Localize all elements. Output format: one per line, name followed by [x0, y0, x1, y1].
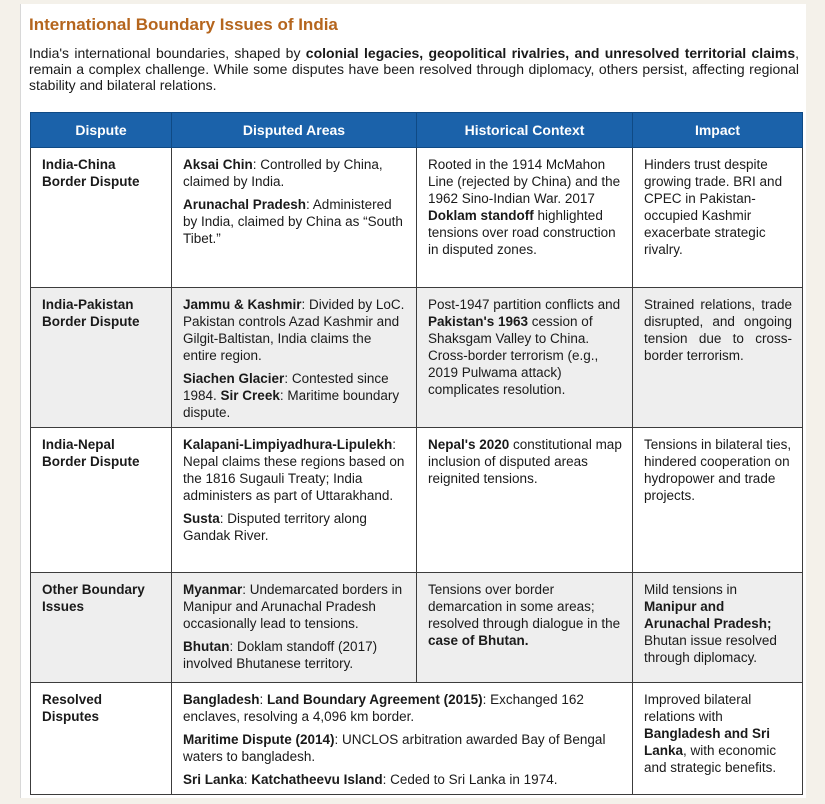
impact-text: Improved bilateral relations with — [644, 692, 752, 724]
context-text: highlighted tensions over road construction in disputed zones. — [428, 208, 616, 257]
intro-text: , remain a complex challenge. While some disputes have been resolved through diplomacy, others persist, affecting regional stability and bilateral relations. — [29, 45, 799, 93]
areas-cell — [172, 428, 417, 573]
impact-cell — [633, 683, 803, 795]
area-name: Arunachal Pradesh — [183, 197, 307, 212]
resolved-details-cell — [172, 683, 633, 795]
area-text: : Undemarcated borders in Manipur and Arunachal Pradesh occasionally lead to tensions. — [183, 582, 403, 631]
context-text: Tensions over border demarcation in some areas; resolved through dialogue in the — [428, 582, 621, 631]
area-name: Bhutan — [183, 639, 230, 654]
area-item — [183, 436, 406, 504]
area-name: Sir Creek — [220, 388, 280, 403]
context-emphasis: Nepal's 2020 — [428, 437, 510, 452]
context-cell — [417, 288, 633, 428]
resolved-name: Katchatheevu Island — [251, 772, 383, 787]
dispute-cell — [31, 288, 172, 428]
areas-cell — [172, 288, 417, 428]
area-name: Jammu & Kashmir — [183, 297, 302, 312]
dispute-cell — [31, 683, 172, 795]
impact-text: Tensions in bilateral ties, hindered cooperation on hydropower and trade projects. — [644, 437, 792, 503]
intro-emphasis: colonial legacies, geopolitical rivalries, and unresolved territorial claims — [305, 45, 796, 61]
intro-text: India's international boundaries, shaped by — [29, 45, 306, 61]
resolved-text: : — [259, 692, 268, 707]
impact-cell — [633, 428, 803, 573]
area-name: Myanmar — [183, 582, 243, 597]
impact-emphasis: Manipur and Arunachal Pradesh; — [644, 599, 772, 631]
intro-paragraph — [29, 45, 799, 93]
resolved-name: Sri Lanka — [183, 772, 244, 787]
header-row — [31, 113, 803, 148]
table-row — [31, 428, 803, 573]
context-emphasis: Pakistan's 1963 — [428, 314, 529, 329]
area-item — [183, 581, 406, 632]
boundary-table — [30, 112, 803, 795]
area-text: : Nepal claims these regions based on the 1816 Sugauli Treaty; India administers as part of Uttarakhand. — [183, 437, 405, 503]
impact-text: Hinders trust despite growing trade. BRI and CPEC in Pakistan-occupied Kashmir exacerbate strategic rivalry. — [644, 157, 783, 257]
impact-text: Strained relations, trade disrupted, and ongoing tension due to cross-border terrorism. — [644, 297, 792, 363]
table-row — [31, 683, 803, 795]
dispute-cell — [31, 428, 172, 573]
impact-text: Mild tensions in — [644, 582, 738, 597]
page-title: International Boundary Issues of India — [29, 15, 338, 34]
area-item — [183, 638, 406, 672]
resolved-name: Maritime Dispute (2014) — [183, 732, 335, 747]
impact-cell — [633, 573, 803, 683]
resolved-text: : Ceded to Sri Lanka in 1974. — [382, 772, 558, 787]
dispute-cell — [31, 573, 172, 683]
dispute-cell — [31, 148, 172, 288]
header-historical-context: Historical Context — [417, 113, 633, 148]
area-item — [183, 196, 406, 247]
area-name: Siachen Glacier — [183, 371, 285, 386]
area-name: Aksai Chin — [183, 157, 253, 172]
resolved-item — [183, 691, 622, 725]
area-text: : Doklam standoff (2017) involved Bhutanese territory. — [183, 639, 378, 671]
context-text: Rooted in the 1914 McMahon Line (rejected by China) and the 1962 Sino-Indian War. 2017 — [428, 157, 621, 206]
resolved-name: Bangladesh — [183, 692, 260, 707]
table-row — [31, 288, 803, 428]
area-item — [183, 296, 406, 364]
area-text: : Disputed territory along Gandak River. — [183, 511, 367, 543]
context-emphasis: Doklam standoff — [428, 208, 534, 223]
area-text: : Administered by India, claimed by China as “South Tibet.” — [183, 197, 403, 246]
areas-cell — [172, 573, 417, 683]
area-name: Kalapani-Limpiyadhura-Lipulekh — [183, 437, 393, 452]
header-disputed-areas: Disputed Areas — [172, 113, 417, 148]
impact-cell — [633, 148, 803, 288]
header-impact: Impact — [633, 113, 803, 148]
dispute-label: Resolved Disputes — [42, 692, 103, 724]
area-item — [183, 156, 406, 190]
area-item — [183, 370, 406, 421]
header-dispute: Dispute — [31, 113, 172, 148]
context-cell — [417, 148, 633, 288]
impact-text: Bhutan issue resolved through diplomacy. — [644, 633, 777, 665]
dispute-label: India-Nepal Border Dispute — [42, 437, 140, 469]
area-text: : Controlled by China, claimed by India. — [183, 157, 383, 189]
impact-cell — [633, 288, 803, 428]
table-row — [31, 573, 803, 683]
dispute-label: India-China Border Dispute — [42, 157, 140, 189]
context-text: Post-1947 partition conflicts and — [428, 297, 621, 312]
resolved-text: : UNCLOS arbitration awarded Bay of Bengal waters to bangladesh. — [183, 732, 606, 764]
resolved-item — [183, 771, 622, 788]
context-text: constitutional map inclusion of disputed areas reignited tensions. — [428, 437, 622, 486]
context-cell — [417, 573, 633, 683]
area-text: : Maritime boundary dispute. — [183, 388, 400, 420]
area-text: : Contested since 1984. — [183, 371, 389, 403]
table-row — [31, 148, 803, 288]
area-text: : Divided by LoC. Pakistan controls Azad Kashmir and Gilgit-Baltistan, India claims the entire region. — [183, 297, 405, 363]
resolved-name: Land Boundary Agreement (2015) — [267, 692, 483, 707]
context-emphasis: case of Bhutan. — [428, 633, 529, 648]
impact-emphasis: Bangladesh and Sri Lanka — [644, 726, 771, 758]
dispute-label: India-Pakistan Border Dispute — [42, 297, 140, 329]
context-text: cession of Shaksgam Valley to China. Cross-border terrorism (e.g., 2019 Pulwama attack) complicates resolution. — [428, 314, 599, 397]
impact-text: , with economic and strategic benefits. — [644, 743, 777, 775]
area-item — [183, 510, 406, 544]
area-name: Susta — [183, 511, 220, 526]
content-card — [20, 4, 806, 798]
areas-cell — [172, 148, 417, 288]
dispute-label: Other Boundary Issues — [42, 582, 145, 614]
resolved-item — [183, 731, 622, 765]
resolved-text: : — [243, 772, 252, 787]
resolved-text: : Exchanged 162 enclaves, resolving a 4,096 km border. — [183, 692, 584, 724]
context-cell — [417, 428, 633, 573]
